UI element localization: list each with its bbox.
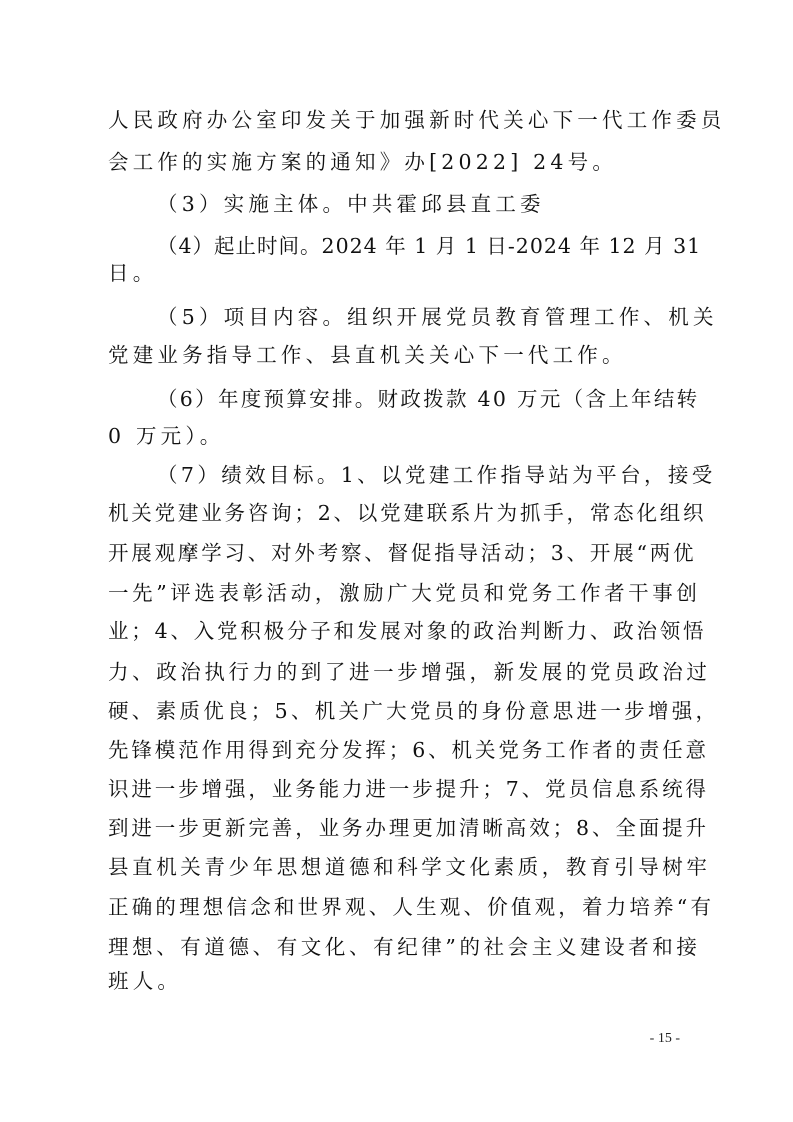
line-text: 先锋模范作用得到充分发挥；6、机关党务工作者的责任意: [108, 738, 709, 762]
line-text: 力、政治执行力的到了进一步增强，新发展的党员政治过: [108, 660, 711, 684]
line-text: 0 万元）。: [108, 424, 225, 448]
line-text: 到进一步更新完善，业务办理更加清晰高效；8、全面提升: [108, 816, 709, 840]
text-line: [0, 610, 793, 652]
text-line: [0, 768, 793, 810]
text-line: [0, 846, 793, 888]
text-line: [0, 183, 793, 225]
text-line: [0, 141, 793, 183]
line-text: 硬、素质优良；5、机关广大党员的身份意思进一步增强，: [108, 699, 720, 723]
line-text: 识进一步增强，业务能力进一步提升；7、党员信息系统得: [108, 777, 709, 801]
text-line: [0, 807, 793, 849]
line-text: （5）项目内容。组织开展党员教育管理工作、机关: [157, 305, 718, 329]
line-text: 县直机关青少年思想道德和科学文化素质，教育引导树牢: [108, 855, 711, 879]
line-text: 班人。: [108, 969, 183, 993]
text-line: [0, 334, 793, 376]
page-number: - 15 -: [649, 1031, 680, 1046]
text-line: [0, 651, 793, 693]
line-text: （7）绩效目标。1、以党建工作指导站为平台，接受: [157, 463, 716, 487]
text-line: [0, 532, 793, 574]
text-line: [0, 960, 793, 1002]
line-text: 会工作的实施方案的通知》办[2022] 24号。: [108, 150, 618, 174]
line-text: 机关党建业务咨询；2、以党建联系片为抓手，常态化组织: [108, 501, 707, 525]
line-text: 一先”评选表彰活动，激励广大党员和党务工作者干事创: [108, 581, 701, 605]
text-line: [0, 378, 793, 420]
text-line: [0, 415, 793, 457]
text-line: [0, 729, 793, 771]
text-line: [0, 690, 793, 732]
text-line: [0, 99, 793, 141]
text-line: [0, 296, 793, 338]
line-text: 开展观摩学习、对外考察、督促指导活动；3、开展“两优: [108, 541, 697, 565]
line-text: 理想、有道德、有文化、有纪律”的社会主义建设者和接: [108, 935, 701, 959]
line-text: 正确的理想信念和世界观、人生观、价值观，着力培养“有: [108, 895, 715, 919]
line-text: 人民政府办公室印发关于加强新时代关心下一代工作委员: [108, 108, 726, 132]
text-line: [0, 252, 793, 294]
text-line: [0, 492, 793, 534]
line-text: （3）实施主体。中共霍邱县直工委: [157, 192, 545, 216]
line-text: （6）年度预算安排。财政拨款 40 万元（含上年结转: [157, 387, 700, 411]
text-line: [0, 454, 793, 496]
line-text: 业；4、入党积极分子和发展对象的政治判断力、政治领悟: [108, 619, 707, 643]
text-line: [0, 886, 793, 928]
line-text: 党建业务指导工作、县直机关关心下一代工作。: [108, 343, 627, 367]
line-text: 日。: [108, 261, 158, 285]
line-text: （4）起止时间。2024 年 1 月 1 日-2024 年 12 月 31: [157, 234, 702, 258]
text-line: [0, 572, 793, 614]
